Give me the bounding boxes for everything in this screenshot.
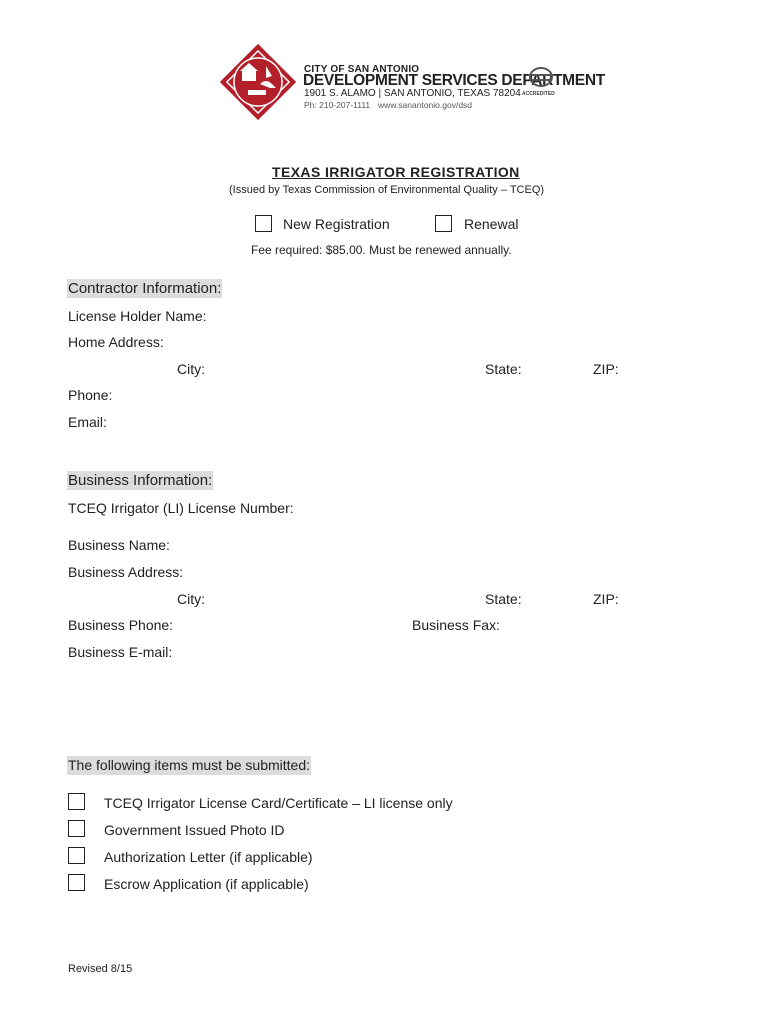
business-fax-label: Business Fax: <box>412 617 500 633</box>
logo-address: 1901 S. ALAMO | SAN ANTONIO, TEXAS 78204 <box>304 88 521 99</box>
form-subtitle: (Issued by Texas Commission of Environmental Quality – TCEQ) <box>229 184 545 196</box>
logo-department-name: DEVELOPMENT SERVICES DEPARTMENT <box>303 72 605 89</box>
contractor-state-label: State: <box>485 361 522 377</box>
new-registration-label: New Registration <box>283 216 390 232</box>
contractor-city-label: City: <box>177 361 205 377</box>
business-email-label: Business E-mail: <box>68 644 173 660</box>
checklist-item: TCEQ Irrigator License Card/Certificate – LI license only <box>104 795 453 811</box>
logo-website: www.sanantonio.gov/dsd <box>378 100 473 110</box>
contractor-phone-label: Phone: <box>68 387 113 403</box>
home-address-label: Home Address: <box>68 334 164 350</box>
authorization-letter-checkbox[interactable] <box>68 847 85 864</box>
checklist-item: Authorization Letter (if applicable) <box>104 849 313 865</box>
accredited-label: ACCREDITED <box>522 91 555 97</box>
business-city-label: City: <box>177 591 205 607</box>
fee-note: Fee required: $85.00. Must be renewed annually. <box>251 243 512 257</box>
new-registration-checkbox[interactable] <box>255 215 272 232</box>
business-state-label: State: <box>485 591 522 607</box>
escrow-application-checkbox[interactable] <box>68 874 85 891</box>
renewal-checkbox[interactable] <box>435 215 452 232</box>
license-number-label: TCEQ Irrigator (LI) License Number: <box>68 500 294 516</box>
business-section-heading: Business Information: <box>68 472 213 489</box>
photo-id-checkbox[interactable] <box>68 820 85 837</box>
license-card-checkbox[interactable] <box>68 793 85 810</box>
accreditation-badge-icon <box>522 66 560 92</box>
submission-section-heading: The following items must be submitted: <box>68 757 310 773</box>
contractor-email-label: Email: <box>68 414 107 430</box>
business-address-label: Business Address: <box>68 564 184 580</box>
business-zip-label: ZIP: <box>593 591 619 607</box>
logo-phone: Ph: 210-207-1111 <box>304 100 371 110</box>
license-holder-name-label: License Holder Name: <box>68 308 207 324</box>
city-seal-icon <box>212 36 304 128</box>
renewal-label: Renewal <box>464 216 519 232</box>
business-name-label: Business Name: <box>68 537 170 553</box>
contractor-zip-label: ZIP: <box>593 361 619 377</box>
revision-note: Revised 8/15 <box>68 963 133 975</box>
contractor-section-heading: Contractor Information: <box>68 280 222 297</box>
checklist-item: Government Issued Photo ID <box>104 822 285 838</box>
checklist-item: Escrow Application (if applicable) <box>104 876 309 892</box>
logo-city-name: CITY OF SAN ANTONIO <box>304 64 420 75</box>
form-title: TEXAS IRRIGATOR REGISTRATION <box>272 164 520 180</box>
business-phone-label: Business Phone: <box>68 617 174 633</box>
